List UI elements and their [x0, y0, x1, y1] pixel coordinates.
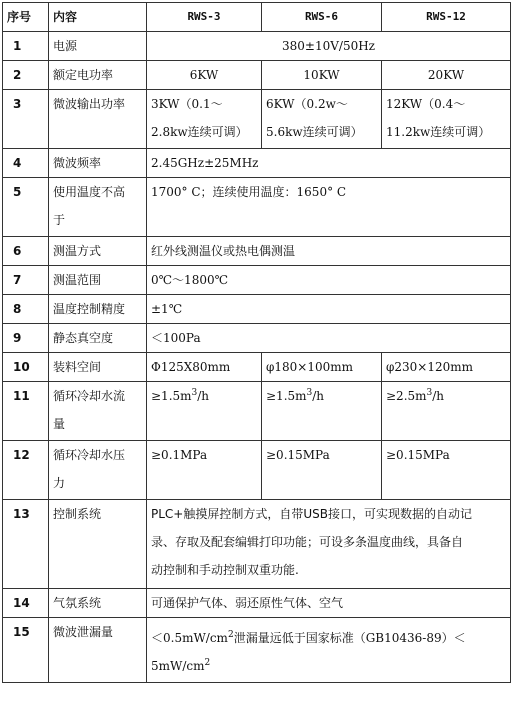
table-row [3, 178, 511, 237]
cooling-pressure-rws6: ≥0.15MPa [262, 441, 382, 500]
row-number: 6 [3, 237, 49, 266]
label-line: 力 [53, 476, 66, 490]
table-row [3, 61, 511, 90]
table-row [3, 441, 511, 500]
row-label [49, 382, 147, 441]
table-row [3, 90, 511, 149]
microwave-frequency-value: 2.45GHz±25MHz [147, 149, 511, 178]
table-row [3, 353, 511, 382]
cooling-flow-rws6: $\ge 1.5m^3/h$ [262, 382, 382, 441]
output-line: 3KW（0.1～ [151, 97, 223, 111]
header-model-rws3: RWS-3 [147, 3, 262, 32]
max-temperature-value: 1700° C；连续使用温度：1650° C [147, 178, 511, 237]
header-model-rws6: RWS-6 [262, 3, 382, 32]
row-label: 测温方式 [49, 237, 147, 266]
row-number: 12 [3, 441, 49, 500]
leakage-line-2: $5mW/cm^2$ [151, 658, 211, 673]
row-number: 10 [3, 353, 49, 382]
row-number: 7 [3, 266, 49, 295]
row-number: 11 [3, 382, 49, 441]
table-row [3, 295, 511, 324]
table-row [3, 266, 511, 295]
row-number: 1 [3, 32, 49, 61]
power-supply-value: 380±10V/50Hz [147, 32, 511, 61]
header-model-rws12: RWS-12 [382, 3, 511, 32]
microwave-output-rws12 [382, 90, 511, 149]
leakage-line-1: $<0.5mW/cm^2$泄漏量远低于国家标准（GB10436-89）＜ [151, 630, 466, 645]
row-number: 9 [3, 324, 49, 353]
rated-power-rws12: 20KW [382, 61, 511, 90]
row-number: 3 [3, 90, 49, 149]
rated-power-rws3: 6KW [147, 61, 262, 90]
header-row [3, 3, 511, 32]
control-line: PLC+触摸屏控制方式，自带USB接口，可实现数据的自动记 [151, 507, 472, 521]
row-number: 14 [3, 589, 49, 618]
microwave-output-rws3 [147, 90, 262, 149]
table-row [3, 149, 511, 178]
output-line: 5.6kw连续可调） [266, 125, 363, 139]
header-content: 内容 [49, 3, 147, 32]
loading-space-rws3: Φ125X80mm [147, 353, 262, 382]
row-number: 8 [3, 295, 49, 324]
label-line: 使用温度不高 [53, 185, 126, 199]
cooling-flow-rws12: $\ge 2.5m^3/h$ [382, 382, 511, 441]
row-label: 电源 [49, 32, 147, 61]
table-row [3, 500, 511, 589]
row-label: 测温范围 [49, 266, 147, 295]
output-line: 12KW（0.4～ [386, 97, 466, 111]
row-number: 15 [3, 618, 49, 683]
row-number: 13 [3, 500, 49, 589]
rated-power-rws6: 10KW [262, 61, 382, 90]
row-number: 2 [3, 61, 49, 90]
row-label [49, 441, 147, 500]
measurement-method-value: 红外线测温仪或热电偶测温 [147, 237, 511, 266]
cooling-flow-rws3: $\ge 1.5m^3/h$ [147, 382, 262, 441]
loading-space-rws6: φ180×100mm [262, 353, 382, 382]
row-label: 微波频率 [49, 149, 147, 178]
row-number: 4 [3, 149, 49, 178]
row-number: 5 [3, 178, 49, 237]
label-line: 量 [53, 417, 66, 431]
table-row [3, 32, 511, 61]
static-vacuum-value: ＜100Pa [147, 324, 511, 353]
control-line: 录、存取及配套编辑打印功能；可设多条温度曲线，具备自 [151, 535, 464, 549]
row-label: 微波泄漏量 [49, 618, 147, 683]
loading-space-rws12: φ230×120mm [382, 353, 511, 382]
table-row [3, 237, 511, 266]
spec-table-container [2, 2, 510, 683]
row-label: 气氛系统 [49, 589, 147, 618]
row-label: 额定电功率 [49, 61, 147, 90]
table-row [3, 618, 511, 683]
label-line: 循环冷却水流 [53, 389, 126, 403]
cooling-pressure-rws3: ≥0.1MPa [147, 441, 262, 500]
table-row [3, 589, 511, 618]
row-label: 装料空间 [49, 353, 147, 382]
spec-table [2, 2, 511, 683]
row-label: 温度控制精度 [49, 295, 147, 324]
cooling-pressure-rws12: ≥0.15MPa [382, 441, 511, 500]
header-no: 序号 [3, 3, 49, 32]
atmosphere-system-value: 可通保护气体、弱还原性气体、空气 [147, 589, 511, 618]
control-system-value [147, 500, 511, 589]
table-row [3, 382, 511, 441]
control-line: 动控制和手动控制双重功能. [151, 563, 299, 577]
output-line: 2.8kw连续可调） [151, 125, 248, 139]
microwave-leakage-value [147, 618, 511, 683]
microwave-output-rws6 [262, 90, 382, 149]
row-label: 微波输出功率 [49, 90, 147, 149]
table-row [3, 324, 511, 353]
temperature-accuracy-value: ±1℃ [147, 295, 511, 324]
measurement-range-value: 0℃～1800℃ [147, 266, 511, 295]
row-label [49, 178, 147, 237]
label-line: 循环冷却水压 [53, 448, 126, 462]
output-line: 11.2kw连续可调） [386, 125, 491, 139]
row-label: 控制系统 [49, 500, 147, 589]
row-label: 静态真空度 [49, 324, 147, 353]
label-line: 于 [53, 213, 66, 227]
output-line: 6KW（0.2w～ [266, 97, 348, 111]
